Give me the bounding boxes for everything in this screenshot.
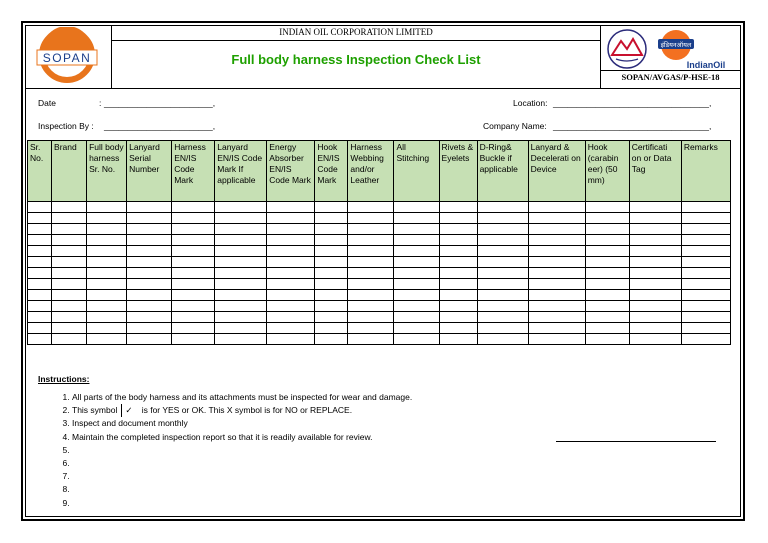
table-cell[interactable] bbox=[477, 268, 528, 279]
table-cell[interactable] bbox=[585, 224, 629, 235]
column-header: Rivets & Eyelets bbox=[439, 141, 477, 202]
table-cell[interactable] bbox=[348, 323, 394, 334]
table-cell[interactable] bbox=[477, 279, 528, 290]
table-cell[interactable] bbox=[28, 257, 52, 268]
table-cell[interactable] bbox=[528, 246, 585, 257]
table-cell[interactable] bbox=[348, 301, 394, 312]
table-cell[interactable] bbox=[52, 290, 87, 301]
date-label: Date bbox=[38, 98, 56, 108]
table-cell[interactable] bbox=[28, 246, 52, 257]
table-cell[interactable] bbox=[681, 279, 730, 290]
sopan-logo-text: SOPAN bbox=[42, 51, 92, 65]
table-cell[interactable] bbox=[172, 301, 215, 312]
column-header: Lanyard EN/IS Code Mark If applicable bbox=[215, 141, 267, 202]
table-cell[interactable] bbox=[28, 202, 52, 213]
table-cell[interactable] bbox=[585, 257, 629, 268]
table-cell[interactable] bbox=[394, 224, 439, 235]
table-cell[interactable] bbox=[215, 246, 267, 257]
inspection-by-label: Inspection By : bbox=[38, 121, 94, 131]
table-cell[interactable] bbox=[629, 213, 681, 224]
instruction-item bbox=[72, 470, 572, 483]
table-cell[interactable] bbox=[629, 224, 681, 235]
table-cell[interactable] bbox=[52, 213, 87, 224]
table-cell[interactable] bbox=[394, 246, 439, 257]
column-header: Brand bbox=[52, 141, 87, 202]
table-cell[interactable] bbox=[394, 268, 439, 279]
table-cell[interactable] bbox=[215, 290, 267, 301]
table-cell[interactable] bbox=[52, 235, 87, 246]
table-cell[interactable] bbox=[172, 323, 215, 334]
table-cell[interactable] bbox=[348, 246, 394, 257]
table-cell[interactable] bbox=[477, 224, 528, 235]
table-row bbox=[28, 235, 731, 246]
table-cell[interactable] bbox=[127, 290, 172, 301]
table-cell[interactable] bbox=[28, 213, 52, 224]
table-cell[interactable] bbox=[52, 202, 87, 213]
table-cell[interactable] bbox=[439, 202, 477, 213]
table-cell[interactable] bbox=[528, 213, 585, 224]
table-cell[interactable] bbox=[629, 312, 681, 323]
table-cell[interactable] bbox=[629, 301, 681, 312]
table-cell[interactable] bbox=[348, 257, 394, 268]
table-cell[interactable] bbox=[585, 312, 629, 323]
instruction-item bbox=[72, 404, 572, 417]
table-cell[interactable] bbox=[172, 213, 215, 224]
table-cell[interactable] bbox=[127, 257, 172, 268]
table-cell[interactable] bbox=[172, 290, 215, 301]
table-cell[interactable] bbox=[528, 257, 585, 268]
table-cell[interactable] bbox=[172, 334, 215, 345]
indianoil-logo bbox=[602, 27, 738, 71]
table-cell[interactable] bbox=[439, 235, 477, 246]
checkmark-icon: ✓ bbox=[121, 404, 139, 417]
table-cell[interactable] bbox=[28, 290, 52, 301]
column-header: D-Ring& Buckle if applicable bbox=[477, 141, 528, 202]
column-header: All Stitching bbox=[394, 141, 439, 202]
table-cell[interactable] bbox=[28, 268, 52, 279]
table-cell[interactable] bbox=[215, 224, 267, 235]
instruction-item-text: is for YES or OK. This X symbol is for NO or REPLACE. bbox=[139, 405, 353, 416]
table-cell[interactable] bbox=[528, 290, 585, 301]
column-header: Certificati on or Data Tag bbox=[629, 141, 681, 202]
instruction-item: 4. Maintain the completed inspection report so that it is readily available for review. bbox=[72, 431, 572, 444]
table-cell[interactable] bbox=[528, 279, 585, 290]
table-row bbox=[28, 202, 731, 213]
table-cell[interactable] bbox=[28, 334, 52, 345]
table-cell[interactable] bbox=[127, 246, 172, 257]
table-row bbox=[28, 213, 731, 224]
table-cell[interactable] bbox=[394, 235, 439, 246]
table-cell[interactable] bbox=[315, 224, 348, 235]
table-cell[interactable] bbox=[87, 268, 127, 279]
table-cell[interactable] bbox=[28, 301, 52, 312]
table-cell[interactable] bbox=[477, 323, 528, 334]
table-cell[interactable] bbox=[348, 224, 394, 235]
table-cell[interactable] bbox=[267, 246, 315, 257]
table-cell[interactable] bbox=[172, 312, 215, 323]
table-cell[interactable] bbox=[585, 334, 629, 345]
table-cell[interactable] bbox=[87, 235, 127, 246]
table-cell[interactable] bbox=[394, 312, 439, 323]
table-cell[interactable] bbox=[477, 202, 528, 213]
document-title: Full body harness Inspection Check List bbox=[231, 52, 481, 67]
table-cell[interactable] bbox=[629, 268, 681, 279]
table-cell[interactable] bbox=[172, 279, 215, 290]
instructions-heading: Instructions: bbox=[38, 374, 90, 384]
column-header: Harness Webbing and/or Leather bbox=[348, 141, 394, 202]
table-cell[interactable] bbox=[215, 323, 267, 334]
table-cell[interactable] bbox=[629, 246, 681, 257]
table-cell[interactable] bbox=[52, 224, 87, 235]
table-cell[interactable] bbox=[315, 323, 348, 334]
inspection-by-field[interactable]: _______________________, bbox=[104, 121, 216, 131]
table-cell[interactable] bbox=[315, 246, 348, 257]
table-cell[interactable] bbox=[172, 246, 215, 257]
table-cell[interactable] bbox=[52, 246, 87, 257]
table-cell[interactable] bbox=[681, 334, 730, 345]
table-cell[interactable] bbox=[315, 334, 348, 345]
column-header: Full body harness Sr. No. bbox=[87, 141, 127, 202]
table-cell[interactable] bbox=[28, 323, 52, 334]
table-cell[interactable] bbox=[528, 224, 585, 235]
table-cell[interactable] bbox=[681, 202, 730, 213]
table-cell[interactable] bbox=[348, 202, 394, 213]
table-cell[interactable] bbox=[528, 323, 585, 334]
table-row bbox=[28, 312, 731, 323]
table-cell[interactable] bbox=[172, 257, 215, 268]
table-cell[interactable] bbox=[267, 224, 315, 235]
company-name-label: Company Name: bbox=[483, 121, 547, 131]
table-cell[interactable] bbox=[215, 268, 267, 279]
table-cell[interactable] bbox=[681, 235, 730, 246]
company-name-field[interactable]: _________________________________, bbox=[553, 121, 712, 131]
table-cell[interactable] bbox=[528, 235, 585, 246]
table-cell[interactable] bbox=[528, 312, 585, 323]
table-cell[interactable] bbox=[439, 323, 477, 334]
instruction-item bbox=[72, 483, 572, 496]
indianoil-hindi-text: इंडियनऑयल bbox=[660, 41, 692, 49]
table-cell[interactable] bbox=[585, 213, 629, 224]
table-cell[interactable] bbox=[477, 246, 528, 257]
table-cell[interactable] bbox=[127, 323, 172, 334]
column-header: Hook (carabin eer) (50 mm) bbox=[585, 141, 629, 202]
table-cell[interactable] bbox=[629, 235, 681, 246]
header-bottom-line bbox=[26, 88, 740, 89]
table-cell[interactable] bbox=[681, 213, 730, 224]
table-cell[interactable] bbox=[267, 312, 315, 323]
table-cell[interactable] bbox=[315, 312, 348, 323]
table-cell[interactable] bbox=[477, 235, 528, 246]
table-header-row bbox=[28, 141, 731, 202]
table-cell[interactable] bbox=[585, 290, 629, 301]
table-cell[interactable] bbox=[681, 246, 730, 257]
instruction-item bbox=[72, 457, 572, 470]
indianoil-emblem-icon bbox=[658, 30, 694, 60]
signature-line[interactable] bbox=[556, 441, 716, 442]
table-cell[interactable] bbox=[477, 213, 528, 224]
table-cell[interactable] bbox=[585, 202, 629, 213]
table-row bbox=[28, 257, 731, 268]
table-cell[interactable] bbox=[681, 312, 730, 323]
partner-emblem-icon bbox=[608, 30, 646, 68]
table-cell[interactable] bbox=[87, 279, 127, 290]
table-cell[interactable] bbox=[127, 235, 172, 246]
table-cell[interactable] bbox=[215, 202, 267, 213]
table-cell[interactable] bbox=[215, 235, 267, 246]
table-cell[interactable] bbox=[439, 334, 477, 345]
table-cell[interactable] bbox=[394, 213, 439, 224]
table-cell[interactable] bbox=[439, 301, 477, 312]
table-cell[interactable] bbox=[477, 257, 528, 268]
table-cell[interactable] bbox=[267, 268, 315, 279]
table-cell[interactable] bbox=[172, 202, 215, 213]
table-cell[interactable] bbox=[215, 334, 267, 345]
table-cell[interactable] bbox=[394, 334, 439, 345]
table-cell[interactable] bbox=[315, 202, 348, 213]
table-body bbox=[28, 202, 731, 345]
table-cell[interactable] bbox=[629, 257, 681, 268]
table-row bbox=[28, 279, 731, 290]
table-cell[interactable] bbox=[267, 202, 315, 213]
table-cell[interactable] bbox=[439, 279, 477, 290]
instruction-item bbox=[72, 444, 572, 457]
table-cell[interactable] bbox=[348, 268, 394, 279]
table-cell[interactable] bbox=[52, 268, 87, 279]
table-cell[interactable] bbox=[52, 334, 87, 345]
sopan-logo bbox=[31, 27, 103, 83]
table-cell[interactable] bbox=[585, 246, 629, 257]
table-cell[interactable] bbox=[348, 334, 394, 345]
table-cell[interactable] bbox=[215, 279, 267, 290]
header-divider-company bbox=[111, 40, 600, 41]
table-cell[interactable] bbox=[585, 323, 629, 334]
column-header: Energy Absorber EN/IS Code Mark bbox=[267, 141, 315, 202]
document-code: SOPAN/AVGAS/P-HSE-18 bbox=[621, 72, 720, 82]
table-cell[interactable] bbox=[28, 279, 52, 290]
table-cell[interactable] bbox=[87, 224, 127, 235]
table-cell[interactable] bbox=[87, 213, 127, 224]
table-cell[interactable] bbox=[681, 301, 730, 312]
table-cell[interactable] bbox=[87, 290, 127, 301]
table-cell[interactable] bbox=[267, 257, 315, 268]
table-cell[interactable] bbox=[439, 268, 477, 279]
table-cell[interactable] bbox=[629, 279, 681, 290]
column-header: Hook EN/IS Code Mark bbox=[315, 141, 348, 202]
table-cell[interactable] bbox=[585, 235, 629, 246]
table-cell[interactable] bbox=[52, 279, 87, 290]
table-row bbox=[28, 290, 731, 301]
instruction-item: 3. Inspect and document monthly bbox=[72, 417, 572, 430]
table-cell[interactable] bbox=[52, 323, 87, 334]
table-row bbox=[28, 323, 731, 334]
table-cell[interactable] bbox=[394, 202, 439, 213]
table-cell[interactable] bbox=[348, 290, 394, 301]
table-cell[interactable] bbox=[87, 257, 127, 268]
table-cell[interactable] bbox=[585, 301, 629, 312]
table-row bbox=[28, 334, 731, 345]
table-cell[interactable] bbox=[127, 202, 172, 213]
table-cell[interactable] bbox=[439, 290, 477, 301]
table-cell[interactable] bbox=[127, 224, 172, 235]
table-cell[interactable] bbox=[87, 323, 127, 334]
table-cell[interactable] bbox=[28, 235, 52, 246]
table-cell[interactable] bbox=[52, 312, 87, 323]
location-label: Location: bbox=[513, 98, 548, 108]
table-cell[interactable] bbox=[394, 301, 439, 312]
table-cell[interactable] bbox=[315, 290, 348, 301]
table-cell[interactable] bbox=[585, 268, 629, 279]
table-row bbox=[28, 268, 731, 279]
table-cell[interactable] bbox=[585, 279, 629, 290]
date-separator: : bbox=[99, 98, 102, 108]
table-cell[interactable] bbox=[477, 301, 528, 312]
indianoil-logo-text: IndianOil bbox=[686, 60, 726, 70]
table-cell[interactable] bbox=[87, 202, 127, 213]
table-cell[interactable] bbox=[315, 257, 348, 268]
table-cell[interactable] bbox=[315, 301, 348, 312]
table-cell[interactable] bbox=[172, 224, 215, 235]
table-cell[interactable] bbox=[52, 301, 87, 312]
table-cell[interactable] bbox=[315, 235, 348, 246]
table-cell[interactable] bbox=[267, 213, 315, 224]
table-cell[interactable] bbox=[315, 268, 348, 279]
instruction-item: 1. All parts of the body harness and its attachments must be inspected for wear and damage. bbox=[72, 391, 572, 404]
table-cell[interactable] bbox=[28, 312, 52, 323]
table-cell[interactable] bbox=[681, 268, 730, 279]
table-cell[interactable] bbox=[127, 334, 172, 345]
instruction-item bbox=[72, 497, 572, 510]
table-cell[interactable] bbox=[394, 257, 439, 268]
table-cell[interactable] bbox=[215, 301, 267, 312]
table-cell[interactable] bbox=[172, 235, 215, 246]
table-cell[interactable] bbox=[267, 290, 315, 301]
table-cell[interactable] bbox=[439, 257, 477, 268]
table-cell[interactable] bbox=[439, 224, 477, 235]
table-cell[interactable] bbox=[394, 323, 439, 334]
table-cell[interactable] bbox=[215, 257, 267, 268]
table-cell[interactable] bbox=[215, 312, 267, 323]
inspection-table bbox=[27, 140, 731, 345]
table-cell[interactable] bbox=[348, 312, 394, 323]
table-cell[interactable] bbox=[528, 334, 585, 345]
table-cell[interactable] bbox=[315, 279, 348, 290]
table-cell[interactable] bbox=[267, 323, 315, 334]
date-field[interactable]: _______________________, bbox=[104, 98, 216, 108]
table-cell[interactable] bbox=[629, 290, 681, 301]
table-cell[interactable] bbox=[528, 301, 585, 312]
table-cell[interactable] bbox=[87, 246, 127, 257]
table-cell[interactable] bbox=[215, 213, 267, 224]
table-row bbox=[28, 301, 731, 312]
table-cell[interactable] bbox=[681, 224, 730, 235]
table-cell[interactable] bbox=[629, 334, 681, 345]
table-row bbox=[28, 224, 731, 235]
table-cell[interactable] bbox=[681, 257, 730, 268]
company-name: INDIAN OIL CORPORATION LIMITED bbox=[279, 27, 433, 37]
table-cell[interactable] bbox=[315, 213, 348, 224]
table-cell[interactable] bbox=[477, 290, 528, 301]
table-cell[interactable] bbox=[127, 268, 172, 279]
table-cell[interactable] bbox=[348, 235, 394, 246]
table-row bbox=[28, 246, 731, 257]
table-cell[interactable] bbox=[127, 301, 172, 312]
table-cell[interactable] bbox=[52, 257, 87, 268]
table-cell[interactable] bbox=[127, 213, 172, 224]
table-cell[interactable] bbox=[528, 268, 585, 279]
location-field[interactable]: _________________________________, bbox=[553, 98, 712, 108]
column-header: Lanyard & Decelerati on Device bbox=[528, 141, 585, 202]
table-cell[interactable] bbox=[394, 279, 439, 290]
table-cell[interactable] bbox=[439, 246, 477, 257]
table-cell[interactable] bbox=[348, 213, 394, 224]
table-cell[interactable] bbox=[127, 312, 172, 323]
table-cell[interactable] bbox=[439, 213, 477, 224]
table-cell[interactable] bbox=[528, 202, 585, 213]
column-header: Lanyard Serial Number bbox=[127, 141, 172, 202]
table-cell[interactable] bbox=[267, 301, 315, 312]
instruction-item-text: This symbol bbox=[72, 405, 118, 416]
table-cell[interactable] bbox=[477, 312, 528, 323]
table-cell[interactable] bbox=[681, 323, 730, 334]
table-cell[interactable] bbox=[172, 268, 215, 279]
instructions-list bbox=[34, 391, 572, 510]
table-cell[interactable] bbox=[629, 323, 681, 334]
column-header: Remarks bbox=[681, 141, 730, 202]
table-cell[interactable] bbox=[348, 279, 394, 290]
table-cell[interactable] bbox=[267, 279, 315, 290]
table-cell[interactable] bbox=[127, 279, 172, 290]
table-cell[interactable] bbox=[87, 301, 127, 312]
column-header: Harness EN/IS Code Mark bbox=[172, 141, 215, 202]
table-cell[interactable] bbox=[28, 224, 52, 235]
table-cell[interactable] bbox=[681, 290, 730, 301]
table-cell[interactable] bbox=[87, 334, 127, 345]
table-cell[interactable] bbox=[267, 334, 315, 345]
table-cell[interactable] bbox=[87, 312, 127, 323]
table-cell[interactable] bbox=[439, 312, 477, 323]
table-cell[interactable] bbox=[394, 290, 439, 301]
table-cell[interactable] bbox=[477, 334, 528, 345]
table-cell[interactable] bbox=[267, 235, 315, 246]
column-header: Sr. No. bbox=[28, 141, 52, 202]
table-cell[interactable] bbox=[629, 202, 681, 213]
